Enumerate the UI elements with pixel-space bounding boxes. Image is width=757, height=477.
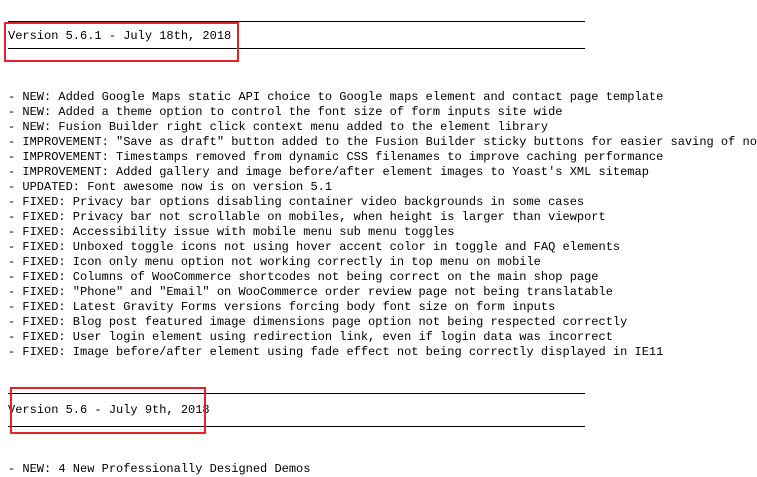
changelog-item: - FIXED: Unboxed toggle icons not using hover accent color in toggle and FAQ elements (8, 240, 621, 254)
changelog-item: - IMPROVEMENT: Added gallery and image before/after element images to Yoast's XML sitemap (8, 165, 649, 179)
changelog-item: - NEW: Fusion Builder right click context menu added to the element library (8, 120, 549, 134)
changelog-item: - NEW: Added a theme option to control the font size of form inputs site wide (8, 105, 563, 119)
changelog-item: - FIXED: Latest Gravity Forms versions forcing body font size on form inputs (8, 300, 556, 314)
changelog-item: - FIXED: Privacy bar not scrollable on mobiles, when height is larger than viewport (8, 210, 606, 224)
changelog-item: - UPDATED: Font awesome now is on version 5.1 (8, 180, 333, 194)
version-heading-5-6-1: Version 5.6.1 - July 18th, 2018 (8, 29, 232, 43)
changelog-item: - NEW: 4 New Professionally Designed Demos (8, 462, 311, 476)
changelog-item: - FIXED: Columns of WooCommerce shortcodes not being correct on the main shop page (8, 270, 599, 284)
changelog-item: - IMPROVEMENT: "Save as draft" button added to the Fusion Builder sticky buttons for easier saving of no (8, 135, 757, 149)
changelog-list (8, 90, 757, 360)
version-highlight-box (4, 22, 239, 62)
changelog-item: - FIXED: Privacy bar options disabling container video backgrounds in some cases (8, 195, 585, 209)
changelog-item: - FIXED: Image before/after element using fade effect not being correctly displayed in IE11 (8, 345, 664, 359)
version-highlight-box (10, 387, 206, 434)
changelog-item: - FIXED: Accessibility issue with mobile menu sub menu toggles (8, 225, 455, 239)
changelog-item: - NEW: Added Google Maps static API choice to Google maps element and contact page template (8, 90, 664, 104)
changelog-item: - FIXED: User login element using redirection link, even if login data was incorrect (8, 330, 613, 344)
changelog-item: - FIXED: Blog post featured image dimensions page option not being respected correctly (8, 315, 628, 329)
changelog-item: - IMPROVEMENT: Timestamps removed from dynamic CSS filenames to improve caching performance (8, 150, 664, 164)
changelog-item: - FIXED: "Phone" and "Email" on WooCommerce order review page not being translatable (8, 285, 613, 299)
version-heading-5-6: Version 5.6 - July 9th, 2018 (8, 403, 210, 417)
changelog-item: - FIXED: Icon only menu option not working correctly in top menu on mobile (8, 255, 541, 269)
